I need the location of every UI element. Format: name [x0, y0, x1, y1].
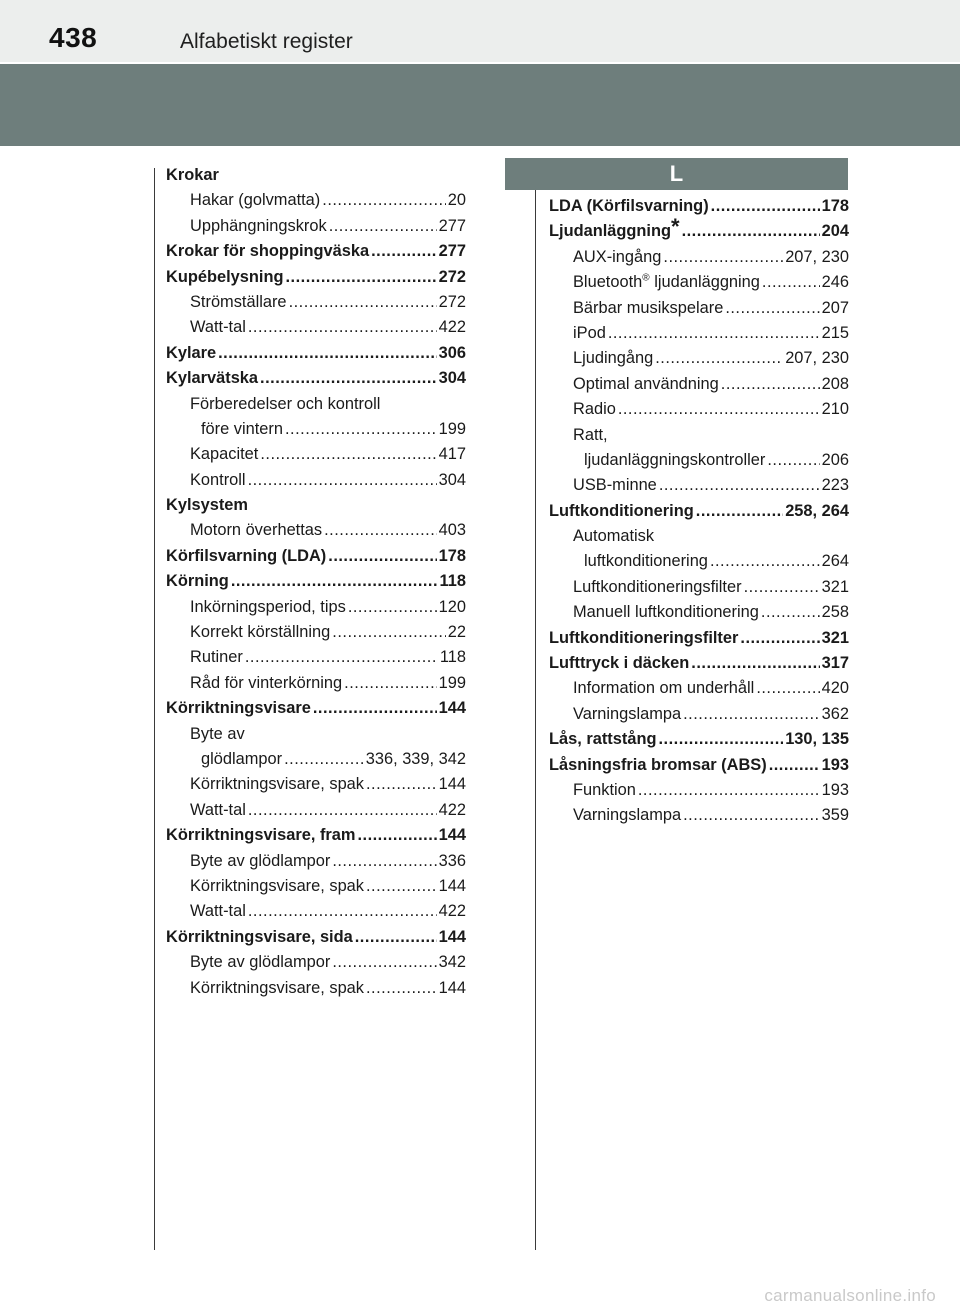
column-divider-left	[154, 168, 155, 1250]
dot-leader	[260, 366, 437, 391]
entry-term: Körriktningsvisare, spak	[190, 775, 364, 794]
index-subentry	[166, 290, 466, 315]
dot-leader	[740, 626, 819, 651]
page-reference: 264	[821, 552, 849, 571]
dot-leader	[332, 620, 445, 645]
entry-term: USB-minne	[573, 476, 657, 495]
index-subentry	[549, 473, 849, 498]
dot-leader	[289, 290, 437, 315]
dot-leader	[248, 899, 437, 924]
entry-term: Kylare	[166, 343, 217, 362]
index-entry	[166, 366, 466, 391]
index-subentry	[166, 722, 466, 747]
index-subentry	[549, 346, 849, 371]
dot-leader	[366, 772, 437, 797]
dot-leader	[710, 549, 820, 574]
page-reference: 144	[438, 876, 466, 895]
dot-leader	[285, 417, 437, 442]
index-subentry	[166, 392, 466, 417]
entry-term: Kupébelysning	[166, 267, 284, 286]
dot-leader	[332, 950, 436, 975]
page-reference: 359	[821, 806, 849, 825]
superscript: *	[671, 213, 680, 239]
index-subentry	[166, 798, 466, 823]
entry-term: Varningslampa	[573, 704, 682, 723]
dot-leader	[762, 270, 820, 295]
entry-term: Lås, rattstång	[549, 730, 657, 749]
page-reference: 317	[821, 654, 849, 673]
index-entry	[549, 727, 849, 752]
entry-term: Lufttryck i däcken	[549, 654, 690, 673]
page-reference: 144	[438, 927, 466, 946]
page-reference: 342	[438, 953, 466, 972]
page-reference: 207, 230	[785, 247, 849, 266]
index-entry	[166, 163, 466, 188]
index-entry	[549, 213, 849, 244]
entry-term: Kontroll	[190, 470, 246, 489]
dot-leader	[248, 798, 437, 823]
dot-leader	[756, 676, 819, 701]
index-subentry	[549, 397, 849, 422]
index-subentry	[166, 468, 466, 493]
entry-term: Ratt,	[573, 425, 608, 444]
entry-term: Automatisk	[573, 527, 655, 546]
index-subentry	[549, 549, 849, 574]
entry-term: Ljudanläggning*	[549, 213, 680, 241]
page-reference: 199	[438, 673, 466, 692]
entry-term: Byte av	[190, 724, 245, 743]
entry-term: före vintern	[201, 419, 283, 438]
page-reference: 336, 339, 342	[365, 749, 466, 768]
entry-term: Motorn överhettas	[190, 521, 323, 540]
index-subentry	[549, 270, 849, 295]
dot-leader	[683, 702, 820, 727]
dot-leader	[344, 671, 436, 696]
entry-term: Upphängningskrok	[190, 216, 327, 235]
letter-heading: L	[505, 158, 848, 190]
page-reference: 144	[438, 775, 466, 794]
index-entry	[166, 493, 466, 518]
page-reference: 272	[438, 267, 466, 286]
index-entry	[166, 544, 466, 569]
entry-term: Kylsystem	[166, 496, 249, 515]
index-subentry	[166, 899, 466, 924]
page-reference: 403	[438, 521, 466, 540]
page-reference: 223	[821, 476, 849, 495]
index-subentry	[549, 245, 849, 270]
entry-term: Körriktningsvisare, spak	[190, 978, 364, 997]
entry-term: Körriktningsvisare, fram	[166, 826, 356, 845]
index-entry	[166, 696, 466, 721]
index-subentry	[549, 600, 849, 625]
column-divider-right	[535, 168, 536, 1250]
index-entry	[549, 194, 849, 219]
entry-term: iPod	[573, 323, 606, 342]
index-subentry	[166, 976, 466, 1001]
index-entry	[166, 925, 466, 950]
page-reference: 321	[821, 577, 849, 596]
index-entry	[166, 569, 466, 594]
entry-term: Information om underhåll	[573, 679, 755, 698]
index-entry	[549, 753, 849, 778]
dot-leader	[608, 321, 820, 346]
index-subentry	[166, 874, 466, 899]
entry-term: LDA (Körfilsvarning)	[549, 197, 709, 215]
page-reference: 422	[438, 902, 466, 921]
dot-leader	[348, 595, 437, 620]
page-reference: 258	[821, 603, 849, 622]
dot-leader	[324, 518, 437, 543]
index-subentry	[166, 595, 466, 620]
index-subentry	[549, 575, 849, 600]
dot-leader	[245, 645, 438, 670]
dot-leader	[767, 448, 819, 473]
page-reference: 304	[438, 470, 466, 489]
entry-term: Bärbar musikspelare	[573, 298, 724, 317]
dot-leader	[696, 499, 783, 524]
entry-term: AUX-ingång	[573, 247, 662, 266]
index-subentry	[166, 315, 466, 340]
entry-term: Strömställare	[190, 292, 287, 311]
superscript: ®	[642, 272, 650, 284]
dot-leader	[659, 473, 820, 498]
dot-leader	[371, 239, 437, 264]
entry-term: glödlampor	[201, 749, 283, 768]
page-reference: 207, 230	[785, 349, 849, 368]
index-entry	[166, 823, 466, 848]
index-subentry	[549, 524, 849, 549]
dot-leader	[655, 346, 783, 371]
dot-leader	[248, 468, 437, 493]
page-reference: 178	[821, 197, 849, 215]
page-reference: 304	[438, 369, 466, 388]
index-subentry	[549, 296, 849, 321]
dot-leader	[691, 651, 819, 676]
index-entry	[166, 265, 466, 290]
entry-term: Luftkonditionering	[549, 501, 694, 520]
page-reference: 144	[438, 978, 466, 997]
dot-leader	[366, 976, 437, 1001]
index-entry	[166, 239, 466, 264]
entry-term: Byte av glödlampor	[190, 953, 331, 972]
dot-leader	[328, 544, 436, 569]
index-subentry	[549, 423, 849, 448]
dot-leader	[355, 925, 437, 950]
page-reference: 362	[821, 704, 849, 723]
page-reference: 118	[439, 648, 466, 667]
entry-term: Funktion	[573, 780, 636, 799]
index-subentry	[549, 803, 849, 828]
index-subentry	[166, 849, 466, 874]
entry-term: Bluetooth® ljudanläggning	[573, 272, 760, 292]
dot-leader	[329, 214, 437, 239]
page-reference: 210	[821, 400, 849, 419]
index-subentry	[549, 321, 849, 346]
index-subentry	[549, 778, 849, 803]
entry-term: Körriktningsvisare	[166, 699, 311, 718]
index-subentry	[166, 417, 466, 442]
dot-leader	[682, 219, 820, 244]
page-reference: 272	[438, 292, 466, 311]
entry-term: Ljudingång	[573, 349, 654, 368]
page-reference: 277	[438, 242, 466, 261]
page-reference: 277	[438, 216, 466, 235]
page-number: 438	[49, 22, 98, 53]
index-subentry	[166, 772, 466, 797]
entry-term: Korrekt körställning	[190, 623, 331, 642]
index-subentry	[166, 620, 466, 645]
entry-term: luftkonditionering	[584, 552, 708, 571]
page-reference: 422	[438, 800, 466, 819]
entry-term: Watt-tal	[190, 800, 246, 819]
entry-term: Varningslampa	[573, 806, 682, 825]
page-reference: 199	[438, 419, 466, 438]
dot-leader	[366, 874, 437, 899]
page-reference: 321	[821, 628, 849, 647]
page-reference: 120	[438, 597, 466, 616]
entry-term: Körriktningsvisare, sida	[166, 927, 353, 946]
entry-term: Manuell luftkonditionering	[573, 603, 759, 622]
page-reference: 246	[821, 273, 849, 292]
entry-term: Radio	[573, 400, 616, 419]
entry-term: Optimal användning	[573, 374, 719, 393]
page-reference: 118	[439, 572, 466, 591]
index-subentry	[166, 747, 466, 772]
index-entry	[549, 626, 849, 651]
page-reference: 208	[821, 374, 849, 393]
page-title: Alfabetiskt register	[180, 30, 353, 53]
entry-term: Hakar (golvmatta)	[190, 191, 321, 210]
entry-term: Körning	[166, 572, 229, 591]
dot-leader	[332, 849, 436, 874]
dot-leader	[231, 569, 438, 594]
dot-leader	[313, 696, 437, 721]
index-subentry	[549, 448, 849, 473]
entry-term: Luftkonditioneringsfilter	[573, 577, 742, 596]
page-reference: 204	[821, 222, 849, 241]
index-subentry	[166, 442, 466, 467]
page-reference: 306	[438, 343, 466, 362]
index-subentry	[549, 702, 849, 727]
entry-term: Låsningsfria bromsar (ABS)	[549, 755, 767, 774]
entry-term: Förberedelser och kontroll	[190, 394, 381, 413]
dot-leader	[663, 245, 783, 270]
dot-leader	[322, 188, 446, 213]
page-reference: 417	[438, 445, 466, 464]
index-subentry	[166, 188, 466, 213]
page-reference: 22	[447, 623, 466, 642]
watermark: carmanualsonline.info	[764, 1286, 936, 1305]
page-reference: 206	[821, 450, 849, 469]
index-subentry	[166, 950, 466, 975]
entry-term: ljudanläggningskontroller	[584, 450, 766, 469]
dot-leader	[721, 372, 820, 397]
page-reference: 144	[438, 699, 466, 718]
dot-leader	[744, 575, 820, 600]
index-subentry	[549, 676, 849, 701]
page-reference: 144	[438, 826, 466, 845]
page-reference: 215	[821, 323, 849, 342]
page-reference: 207	[821, 298, 849, 317]
entry-term: Krokar	[166, 166, 219, 184]
entry-term: Luftkonditioneringsfilter	[549, 628, 739, 647]
dot-leader	[618, 397, 820, 422]
dot-leader	[769, 753, 820, 778]
header-band	[0, 64, 960, 146]
dot-leader	[260, 442, 436, 467]
index-subentry	[166, 671, 466, 696]
index-entry	[166, 341, 466, 366]
page-reference: 336	[438, 851, 466, 870]
page-reference: 422	[438, 318, 466, 337]
entry-term: Körriktningsvisare, spak	[190, 876, 364, 895]
dot-leader	[683, 803, 820, 828]
entry-term: Watt-tal	[190, 318, 246, 337]
dot-leader	[248, 315, 437, 340]
entry-term: Watt-tal	[190, 902, 246, 921]
dot-leader	[725, 296, 819, 321]
entry-term: Rutiner	[190, 648, 243, 667]
page-reference: 178	[438, 546, 466, 565]
index-subentry	[549, 372, 849, 397]
index-column-left	[166, 163, 466, 1001]
dot-leader	[218, 341, 437, 366]
entry-term: Byte av glödlampor	[190, 851, 331, 870]
page-reference: 258, 264	[785, 501, 849, 520]
index-column-right	[549, 194, 849, 829]
dot-leader	[761, 600, 820, 625]
page-reference: 420	[821, 679, 849, 698]
index-entry	[549, 499, 849, 524]
page-reference: 193	[821, 755, 849, 774]
index-subentry	[166, 214, 466, 239]
dot-leader	[658, 727, 783, 752]
index-subentry	[166, 645, 466, 670]
page-reference: 20	[447, 191, 466, 210]
entry-term: Råd för vinterkörning	[190, 673, 343, 692]
entry-term: Inkörningsperiod, tips	[190, 597, 346, 616]
entry-term: Kapacitet	[190, 445, 259, 464]
entry-term: Kylarvätska	[166, 369, 259, 388]
dot-leader	[638, 778, 820, 803]
dot-leader	[284, 747, 364, 772]
index-entry	[549, 651, 849, 676]
dot-leader	[285, 265, 436, 290]
entry-term: Körfilsvarning (LDA)	[166, 546, 327, 565]
page-reference: 193	[821, 780, 849, 799]
entry-term: Krokar för shoppingväska	[166, 242, 370, 261]
page-header	[0, 0, 960, 62]
index-subentry	[166, 518, 466, 543]
page-reference: 130, 135	[785, 730, 849, 749]
dot-leader	[711, 194, 820, 219]
dot-leader	[357, 823, 436, 848]
